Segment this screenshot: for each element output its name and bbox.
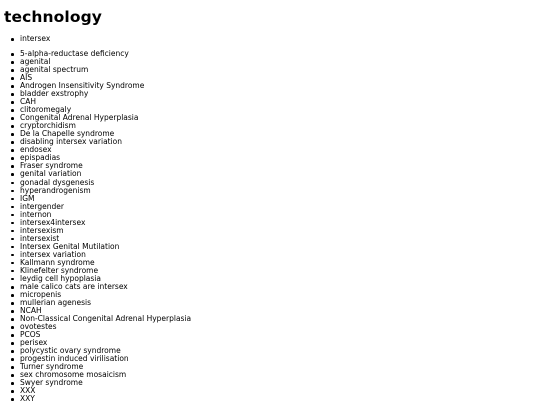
list-item[interactable]: CAH (20, 98, 191, 106)
list-item[interactable]: Intersex Genital Mutilation (20, 243, 191, 251)
list-item[interactable]: intersex variation (20, 251, 191, 259)
list-item[interactable]: clitoromegaly (20, 106, 191, 114)
list-item[interactable]: epispadias (20, 154, 191, 162)
list-item[interactable]: cryptorchidism (20, 122, 191, 130)
list-item[interactable]: agenital spectrum (20, 66, 191, 74)
list-item[interactable]: endosex (20, 146, 191, 154)
list-item[interactable]: leydig cell hypoplasia (20, 275, 191, 283)
list-item[interactable]: Turner syndrome (20, 363, 191, 371)
list-item[interactable]: Androgen Insensitivity Syndrome (20, 82, 191, 90)
list-item[interactable]: Congenital Adrenal Hyperplasia (20, 114, 191, 122)
list-item[interactable]: agenital (20, 58, 191, 66)
list-item[interactable]: ovotestes (20, 323, 191, 331)
list-item[interactable]: Swyer syndrome (20, 379, 191, 387)
list-item[interactable]: micropenis (20, 291, 191, 299)
list-item[interactable]: intersexist (20, 235, 191, 243)
list-item[interactable]: bladder exstrophy (20, 90, 191, 98)
page-title: technology (4, 8, 102, 26)
list-item[interactable]: IGM (20, 195, 191, 203)
list-item[interactable]: intersexism (20, 227, 191, 235)
list-item[interactable]: PCOS (20, 331, 191, 339)
list-item[interactable]: De la Chapelle syndrome (20, 130, 191, 138)
list-item[interactable]: intergender (20, 203, 191, 211)
list-item[interactable]: AIS (20, 74, 191, 82)
list-item[interactable]: perisex (20, 339, 191, 347)
list-item[interactable]: Klinefelter syndrome (20, 267, 191, 275)
list-item[interactable]: progestin induced virilisation (20, 355, 191, 363)
list-item[interactable]: male calico cats are intersex (20, 283, 191, 291)
list-item[interactable]: mullerian agenesis (20, 299, 191, 307)
list-item[interactable]: Non-Classical Congenital Adrenal Hyperplasia (20, 314, 192, 324)
list-item[interactable]: disabling intersex variation (20, 138, 191, 146)
term-list (8, 50, 191, 403)
list-item[interactable]: 5-alpha-reductase deficiency (20, 50, 191, 58)
list-item[interactable]: genital variation (20, 170, 191, 178)
list-item[interactable]: sex chromosome mosaicism (20, 371, 191, 379)
list-item[interactable]: XXX (20, 387, 191, 395)
list-item[interactable]: gonadal dysgenesis (20, 179, 191, 187)
top-list (8, 35, 50, 43)
list-item[interactable]: intersex (20, 34, 51, 43)
list-item[interactable]: XXY (20, 395, 191, 403)
list-item[interactable]: Fraser syndrome (20, 162, 191, 170)
list-item[interactable]: NCAH (20, 307, 191, 315)
list-item[interactable]: internon (20, 211, 191, 219)
list-item[interactable]: hyperandrogenism (20, 187, 191, 195)
list-item[interactable]: polycystic ovary syndrome (20, 347, 191, 355)
list-item[interactable]: intersex4intersex (20, 219, 191, 227)
list-item[interactable]: Kallmann syndrome (20, 259, 191, 267)
